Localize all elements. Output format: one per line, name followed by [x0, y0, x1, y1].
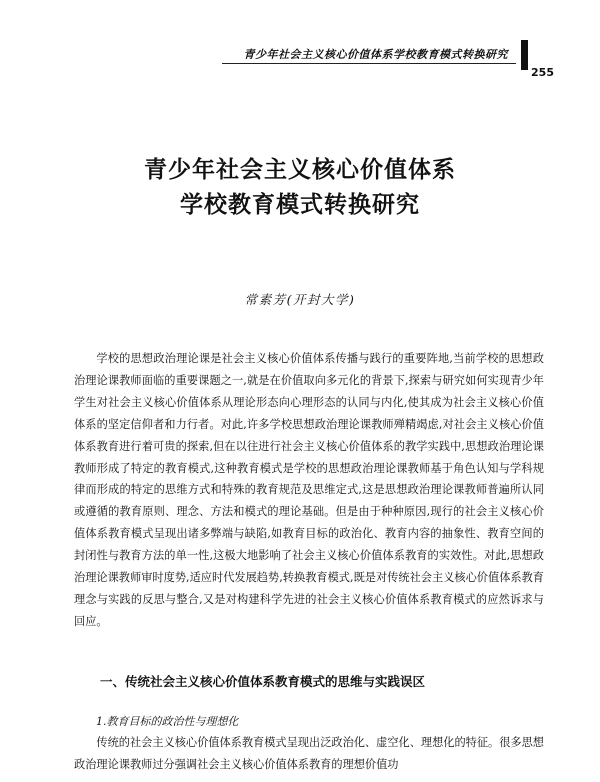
title-line-2: 学校教育模式转换研究: [180, 191, 420, 218]
header-bar: [521, 40, 528, 70]
section-heading: 一、传统社会主义核心价值体系教育模式的思维与实践误区: [100, 674, 426, 689]
body-paragraph: 传统的社会主义核心价值体系教育模式呈现出泛政治化、虚空化、理想化的特征。很多思想政治理论课教师过分强调社会主义核心价值体系教育的理想价值功: [74, 736, 544, 771]
running-title: 青少年社会主义核心价值体系学校教育模式转换研究: [243, 48, 508, 61]
author-line: 常素芳(开封大学): [244, 292, 356, 307]
article-title: [0, 152, 600, 222]
subsection-heading: 1.教育目标的政治性与理想化: [96, 715, 239, 728]
page-number: 255: [531, 66, 554, 79]
intro-paragraph: 学校的思想政治理论课是社会主义核心价值体系传播与践行的重要阵地,当前学校的思想政治理论课教师面临的重要课题之一,就是在价值取向多元化的背景下,探索与研究如何实现青少年学生对社会主义核心价值体系从理论形态向心理形态的认同与内化,使其成为社会主义核心价值体系的坚定信仰者和力行者。对此,许多学校思想政治理论课教师殚精竭虑,对社会主义核心价值体系教育进行着可贵的探索,但在以往进行社会主义核心价值体系的教学实践中,思想政治理论课教师形成了特定的教育模式,这种教育模式是学校的思想政治理论课教师基于角色认知与学科规律而形成的特定的思维方式和特殊的教育规范及思维定式,这是思想政治理论课教师普遍所认同或遵循的教育原则、理念、方法和模式的理论基础。但是由于种种原因,现行的社会主义核心价值体系教育模式呈现出诸多弊端与缺陷,如教育目标的政治化、教育内容的抽象性、教育空间的封闭性与教育方法的单一性,这极大地影响了社会主义核心价值体系教育的实效性。对此,思想政治理论课教师审时度势,适应时代发展趋势,转换教育模式,既是对传统社会主义核心价值体系教育理念与实践的反思与整合,又是对构建科学先进的社会主义核心价值体系教育模式的应然诉求与回应。: [74, 352, 544, 628]
title-line-1: 青少年社会主义核心价值体系: [144, 156, 456, 183]
running-header: [0, 40, 600, 80]
header-rule: [222, 63, 516, 64]
